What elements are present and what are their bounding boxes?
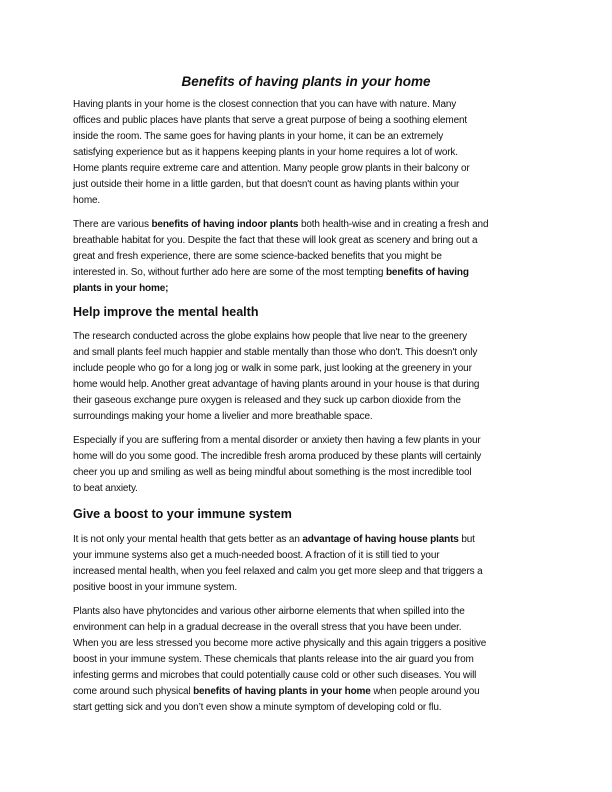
text-run: When you are less stressed you become more active physically and this again triggers a positive bbox=[73, 638, 487, 649]
text-line bbox=[73, 377, 553, 393]
text-line bbox=[73, 345, 553, 361]
bold-text: benefits of having plants in your home bbox=[193, 686, 371, 697]
text-run: your immune systems also get a much-needed boost. A fraction of it is still tied to your bbox=[73, 550, 440, 561]
text-run: start getting sick and you don’t even show a minute symptom of developing cold or flu. bbox=[73, 702, 442, 713]
text-run: It is not only your mental health that gets better as an bbox=[73, 534, 303, 545]
text-run: home would help. Another great advantage of having plants around in your house is that during bbox=[73, 379, 480, 390]
text-line bbox=[73, 532, 553, 548]
text-line bbox=[73, 604, 553, 620]
text-line bbox=[73, 193, 553, 209]
paragraph-indoor-benefits bbox=[73, 217, 553, 297]
text-run: both health-wise and in creating a fresh and bbox=[298, 219, 489, 230]
text-run: home. bbox=[73, 195, 101, 206]
text-run: Home plants require extreme care and attention. Many people grow plants in their balcony or bbox=[73, 163, 470, 174]
text-line bbox=[73, 233, 553, 249]
text-run: There are various bbox=[73, 219, 152, 230]
text-run: inside the room. The same goes for having plants in your home, it can be an extremely bbox=[73, 131, 444, 142]
text-run: environment can help in a gradual decrease in the overall stress that you have been under. bbox=[73, 622, 462, 633]
text-line bbox=[73, 684, 553, 700]
text-line bbox=[73, 177, 553, 193]
text-run: infesting germs and microbes that could potentially cause cold or other such diseases. You will bbox=[73, 670, 477, 681]
text-line bbox=[73, 217, 553, 233]
text-run: Especially if you are suffering from a mental disorder or anxiety then having a few plants in your bbox=[73, 435, 481, 446]
text-line bbox=[73, 249, 553, 265]
bold-text: plants in your home; bbox=[73, 283, 169, 294]
text-run: offices and public places have plants that serve a great purpose of being a soothing element bbox=[73, 115, 468, 126]
text-line bbox=[73, 281, 553, 297]
text-line bbox=[73, 652, 553, 668]
paragraph-intro bbox=[73, 97, 553, 209]
text-line bbox=[73, 636, 553, 652]
text-run: home will do you some good. The incredible fresh aroma produced by these plants will certainly bbox=[73, 451, 482, 462]
bold-text: benefits of having bbox=[385, 267, 469, 278]
text-run: to beat anxiety. bbox=[73, 483, 138, 494]
text-run: satisfying experience but as it happens keeping plants in your home requires a lot of work. bbox=[73, 147, 458, 158]
text-line bbox=[73, 449, 553, 465]
text-line bbox=[73, 548, 553, 564]
text-line bbox=[73, 620, 553, 636]
text-line bbox=[73, 580, 553, 596]
bold-text: benefits of having indoor plants bbox=[151, 219, 299, 230]
text-run: surroundings making your home a livelier and more breathable space. bbox=[73, 411, 373, 422]
text-line bbox=[73, 97, 553, 113]
text-run: just outside their home in a little garden, but that doesn't count as having plants within your bbox=[73, 179, 460, 190]
text-run: boost in your immune system. These chemicals that plants release into the air guard you from bbox=[73, 654, 474, 665]
text-run: interested in. So, without further ado here are some of the most tempting bbox=[73, 267, 386, 278]
text-run: include people who go for a long jog or walk in some park, just looking at the greenery in your bbox=[73, 363, 472, 374]
text-line bbox=[73, 129, 553, 145]
bold-text: advantage of having house plants bbox=[302, 534, 459, 545]
text-line bbox=[73, 481, 553, 497]
text-run: and small plants feel much happier and stable mentally than those who don't. This doesn't only bbox=[73, 347, 478, 358]
text-line bbox=[73, 409, 553, 425]
text-line bbox=[73, 329, 553, 345]
text-run: increased mental health, when you feel relaxed and calm you get more sleep and that triggers a bbox=[73, 566, 483, 577]
text-run: Having plants in your home is the closest connection that you can have with nature. Many bbox=[73, 99, 457, 110]
text-line bbox=[73, 145, 553, 161]
heading-mental-health: Help improve the mental health bbox=[73, 305, 259, 319]
document-title: Benefits of having plants in your home bbox=[181, 74, 431, 89]
text-run: when people around you bbox=[370, 686, 480, 697]
text-line bbox=[73, 668, 553, 684]
paragraph-anxiety bbox=[73, 433, 553, 497]
text-run: positive boost in your immune system. bbox=[73, 582, 237, 593]
text-run: come around such physical bbox=[73, 686, 194, 697]
text-line bbox=[73, 700, 553, 716]
text-run: Plants also have phytoncides and various other airborne elements that when spilled into the bbox=[73, 606, 465, 617]
text-line bbox=[73, 265, 553, 281]
text-run: but bbox=[458, 534, 475, 545]
text-line bbox=[73, 564, 553, 580]
paragraph-phytoncides bbox=[73, 604, 553, 716]
text-run: The research conducted across the globe explains how people that live near to the greenery bbox=[73, 331, 467, 342]
text-line bbox=[73, 361, 553, 377]
text-line bbox=[73, 161, 553, 177]
text-line bbox=[73, 113, 553, 129]
text-run: breathable habitat for you. Despite the fact that these will look great as scenery and bring out a bbox=[73, 235, 478, 246]
text-run: cheer you up and smiling as well as being mindful about something is the most incredible tool bbox=[73, 467, 472, 478]
text-run: great and fresh experience, there are some science-backed benefits that you might be bbox=[73, 251, 442, 262]
text-line bbox=[73, 393, 553, 409]
paragraph-immune-boost bbox=[73, 532, 553, 596]
text-line bbox=[73, 433, 553, 449]
heading-immune-system: Give a boost to your immune system bbox=[73, 507, 292, 521]
text-run: their gaseous exchange pure oxygen is released and they suck up carbon dioxide from the bbox=[73, 395, 461, 406]
paragraph-mental-research bbox=[73, 329, 553, 425]
text-line bbox=[73, 465, 553, 481]
